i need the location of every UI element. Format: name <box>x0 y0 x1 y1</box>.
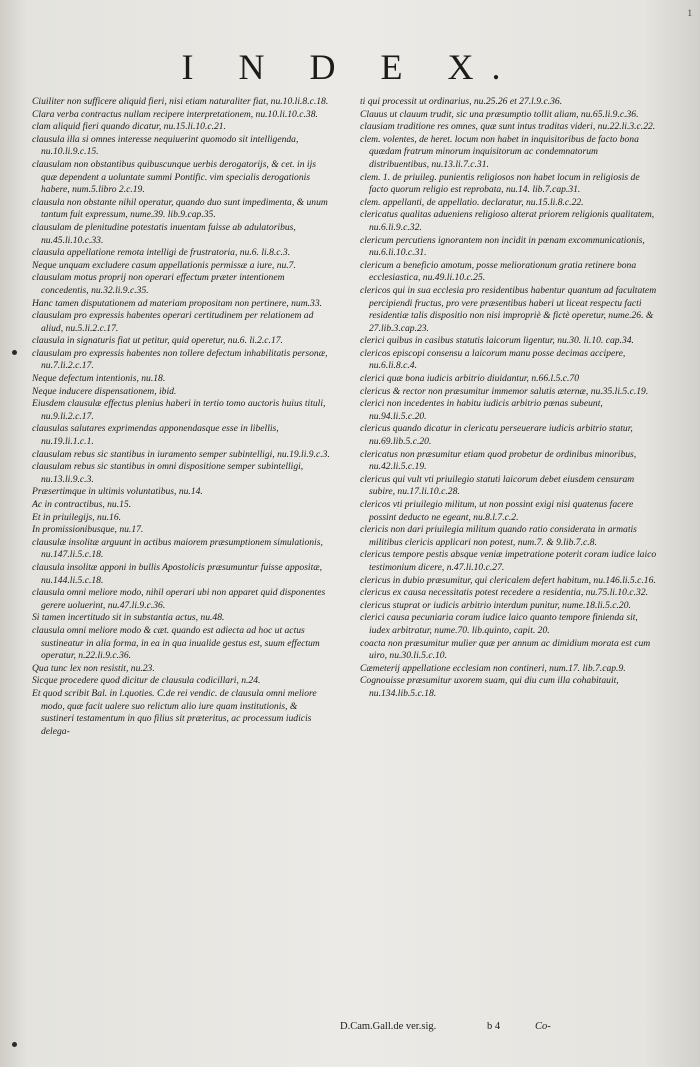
left-index-column <box>32 96 332 738</box>
index-entry: ti qui processit ut ordinarius, nu.25.26 et 27.l.9.c.36. <box>360 96 563 107</box>
index-entry: clericum percutiens ignorantem non incidit in pœnam excommunicationis, nu.6.li.10.c.31. <box>360 234 645 259</box>
index-entry: clausulam pro expressis habentes non tollere defectum inhabilitatis personæ, nu.7.li.2.c.17. <box>32 347 328 372</box>
index-entry: clericus in dubio præsumitur, qui clericalem defert habitum, nu.146.li.5.c.16. <box>360 574 656 586</box>
index-entry: clausula omni meliore modo & cæt. quando est adiecta ad hoc ut actus sustineatur in alia forma, in ea in qua inualide gestus est, suum effectum operatur, n.22.li.9.c.36. <box>32 624 320 662</box>
right-index-column <box>360 96 660 701</box>
index-entry: Cæmeterij appellatione ecclesiam non contineri, num.17. lib.7.cap.9. <box>360 662 626 674</box>
index-entry: clausulam rebus sic stantibus in omni dispositione semper subintelligi, nu.13.li.9.c.3. <box>32 461 304 485</box>
index-entry: clericus & rector non præsumitur immemor salutis æternæ, nu.35.li.5.c.19. <box>360 385 649 397</box>
index-entry: clausulam motus proprij non operari effectum præter intentionem concedentis, nu.32.li.9.c.35. <box>32 272 285 296</box>
index-entry: clausulam non obstantibus quibuscunque uerbis derogatorijs, & cet. in ijs quæ dependent a uoluntate summi Pontific. vim specialis derogationis habere, num.5.libro 2.c.19. <box>32 158 316 196</box>
page-title: I N D E X. <box>181 47 519 87</box>
index-entry: Neque defectum intentionis, nu.18. <box>32 373 166 385</box>
index-entry: clausiam traditione res omnes, quæ sunt intus traditas videri, nu.22.li.3.c.22. <box>360 121 656 133</box>
index-entry: clericus ex causa necessitatis potest recedere a residentia, nu.75.li.10.c.32. <box>360 587 649 599</box>
index-entry: Clauus ut clauum trudit, sic una præsumptio tollit aliam, nu.65.li.9.c.36. <box>360 108 639 120</box>
sheet-signature: b 4 <box>487 1021 501 1032</box>
binding-hole-mark <box>12 1042 17 1047</box>
index-entry: clausula appellatione remota intelligi de frustratoria, nu.6. li.8.c.3. <box>32 247 291 259</box>
index-entry: clausulam de plenitudine potestatis inuentam fuisse ab adulatoribus, nu.45.li.10.c.33. <box>32 221 296 246</box>
signature-line: D.Cam.Gall.de ver.sig. <box>340 1021 437 1032</box>
index-entry: Præsertimque in ultimis voluntatibus, nu.14. <box>32 486 203 498</box>
index-entry: clericos qui in sua ecclesia pro residentibus habentur quantum ad facultatem percipiendi fructus, pro vere præsentibus haberi ut liceat respectu facti residentiæ talis dispositio non nisi impropriè & fictè operetur, nume.26. & 27.lib.3.cap.23. <box>360 284 657 334</box>
index-entry: Ac in contractibus, nu.15. <box>32 499 132 510</box>
index-entry: Eiusdem clausulæ effectus plenius haberi in tertio tomo auctoris huius tituli, nu.9.li.2.c.17. <box>32 398 326 422</box>
index-entry: clausulam rebus sic stantibus in iuramento semper subintelligi, nu.19.li.9.c.3. <box>32 448 330 460</box>
index-entry: Et quod scribit Bal. in l.quoties. C.de rei vendic. de clausula omni meliore modo, quæ facit ualere suo relictum alio iure quam institutionis, & sustineri testamentum in quo filius sit præteritus, ac processum iudicis delega- <box>32 687 317 737</box>
corner-mark: 1 <box>687 8 692 18</box>
index-entry: clericus tempore pestis absque veniæ impetratione poterit coram iudice laico testimonium dicere, n.47.li.10.c.27. <box>360 549 657 573</box>
index-entry: clericatus qualitas adueniens religioso alterat priorem religionis qualitatem, nu.6.li.9.c.32. <box>360 209 655 233</box>
index-entry: clausula illa si omnes interesse nequiuerint quomodo sit intelligenda, nu.10.li.9.c.15. <box>32 133 299 158</box>
index-entry: clericatus non præsumitur etiam quod probetur de ordinibus minoribus, nu.42.li.5.c.19. <box>360 448 637 473</box>
index-entry: clericum a beneficio amotum, posse meliorationum gratia retinere bona ecclesiastica, nu.49.li.10.c.25. <box>360 259 637 284</box>
index-entry: clericus qui vult vti priuilegio statuti laicorum debet eiusdem censuram subire, nu.17.li.10.c.28. <box>360 473 635 498</box>
index-entry: clausula in signaturis fiat ut petitur, quid operetur, nu.6. li.2.c.17. <box>32 335 283 347</box>
index-entry: clerici quæ bona iudicis arbitrio diuidantur, n.66.l.5.c.70 <box>360 373 580 385</box>
index-entry: clem. 1. de priuileg. punientis religiosos non habet locum in religiosis de facto quorum religio est reprobata, nu.14. lib.7.cap.31. <box>360 171 640 196</box>
index-entry: clam aliquid fieri quando dicatur, nu.15.li.10.c.21. <box>32 121 226 133</box>
index-entry: Sicque procedere quod dicitur de clausula codicillari, n.24. <box>32 675 261 687</box>
index-entry: clericos episcopi consensu a laicorum manu posse decimas accipere, nu.6.li.8.c.4. <box>360 347 626 372</box>
index-entry: clerici causa pecuniaria coram iudice laico quanto tempore finienda sit, iudex arbitratur, nume.70. lib.quinto, capit. 20. <box>360 612 638 636</box>
index-entry: Si tamen incertitudo sit in substantia actus, nu.48. <box>32 612 225 624</box>
index-entry: coacta non præsumitur mulier quæ per annum ac dimidium morata est cum uiro, nu.30.li.5.c.10. <box>360 637 651 662</box>
index-entry: Qua tunc lex non resistit, nu.23. <box>32 662 155 674</box>
index-entry: clausula omni meliore modo, nihil operari ubi non apparet quid disponentes gerere uoluerint, nu.47.li.9.c.36. <box>32 587 326 611</box>
index-entry: Hanc tamen disputationem ad materiam propositam non pertinere, num.33. <box>32 297 323 309</box>
index-entry: Neque unquam excludere casum appellationis permissæ a iure, nu.7. <box>32 259 296 271</box>
index-entry: clausulas salutares exprimendas apponendasque esse in libellis, nu.19.li.1.c.1. <box>32 423 279 448</box>
catchword: Co- <box>535 1021 551 1032</box>
index-entry: clerici quibus in casibus statutis laicorum ligentur, nu.30. li.10. cap.34. <box>360 335 634 347</box>
index-entry: clem. volentes, de heret. locum non habet in inquisitoribus de facto bona quædam fratrum minorum inquisitorum ac condemnatorum distribuentibus, nu.13.li.7.c.31. <box>360 133 639 170</box>
index-entry: clericus quando dicatur in clericatu perseuerare iudicis arbitrio statur, nu.69.lib.5.c.20. <box>360 423 633 448</box>
binding-hole-mark <box>12 350 17 355</box>
index-entry: clausulæ insolitæ arguunt in actibus maiorem præsumptionem simulationis, nu.147.li.5.c.18. <box>32 536 323 561</box>
index-entry: clem. appellanti, de appellatio. declaratur, nu.15.li.8.c.22. <box>360 196 584 208</box>
index-entry: In promissionibusque, nu.17. <box>32 524 144 536</box>
index-entry: Cognouisse præsumitur uxorem suam, qui diu cum illa cohabitauit, nu.134.lib.5.c.18. <box>360 675 619 699</box>
index-entry: clausula insolitæ apponi in bullis Apostolicis præsumuntur fuisse appositæ, nu.144.li.5.c.18. <box>32 561 323 586</box>
index-entry: Neque inducere dispensationem, ibid. <box>32 385 177 397</box>
index-entry: clerici non incedentes in habitu iudicis arbitrio pœnas subeunt, nu.94.li.5.c.20. <box>360 398 603 422</box>
index-entry: Ciuiliter non sufficere aliquid fieri, nisi etiam naturaliter fiat, nu.10.li.8.c.18. <box>32 96 329 107</box>
index-entry: Et in priuilegijs, nu.16. <box>32 511 122 523</box>
index-entry: Clara verba contractus nullam recipere interpretationem, nu.10.li.10.c.38. <box>32 108 318 120</box>
index-entry: clericus stuprat or iudicis arbitrio interdum punitur, nume.18.li.5.c.20. <box>360 599 631 611</box>
index-entry: clausulam pro expressis habentes operari certitudinem per relationem ad aliud, nu.5.li.2.c.17. <box>32 310 314 334</box>
index-entry: clausula non obstante nihil operatur, quando duo sunt impedimenta, & unum tantum fuit expressum, nume.39. lib.9.cap.35. <box>32 196 328 221</box>
index-entry: clericis non dari priuilegia militum quando ratio considerata in armatis militibus clericis applicari non potest, num.7. & 9.lib.7.c.8. <box>360 524 637 548</box>
index-entry: clericos vti priuilegio militum, ut non possint exigi nisi quatenus facere possint deducto ne egeant, nu.8.l.7.c.2. <box>360 499 634 523</box>
